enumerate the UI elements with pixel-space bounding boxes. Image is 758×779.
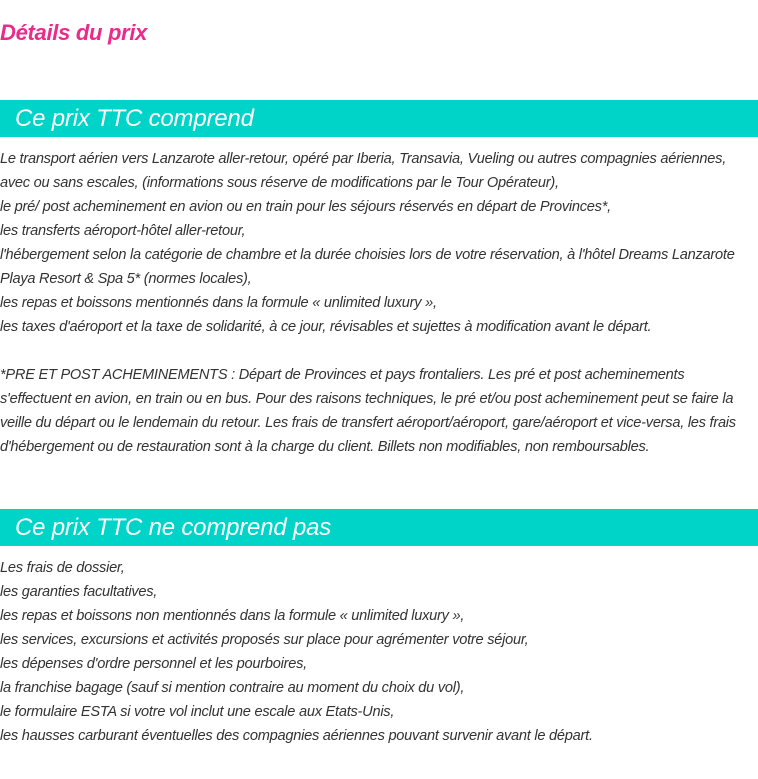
included-item: le pré/ post acheminement en avion ou en train pour les séjours réservés en départ de Provinces*, xyxy=(0,199,611,215)
not-included-section-header xyxy=(0,509,758,546)
included-heading: Ce prix TTC comprend xyxy=(15,105,254,132)
included-item: les taxes d'aéroport et la taxe de solidarité, à ce jour, révisables et sujettes à modification avant le départ. xyxy=(0,319,652,335)
included-list xyxy=(0,147,758,339)
not-included-item: les hausses carburant éventuelles des compagnies aériennes pouvant survenir avant le départ. xyxy=(0,728,593,744)
not-included-item: la franchise bagage (sauf si mention contraire au moment du choix du vol), xyxy=(0,680,465,696)
included-item: Le transport aérien vers Lanzarote aller-retour, opéré par Iberia, Transavia, Vueling ou autres compagnies aériennes, avec ou sans escales, (informations sous réserve de modifications par le Tour Opérateur), xyxy=(0,151,727,191)
not-included-item: les repas et boissons non mentionnés dans la formule « unlimited luxury », xyxy=(0,608,465,624)
acheminement-note-text: *PRE ET POST ACHEMINEMENTS : Départ de Provinces et pays frontaliers. Les pré et post acheminements s'effectuent en avion, en train ou en bus. Pour des raisons techniques, le pré et/ou post acheminement peut se faire la veille du départ ou le lendemain du retour. Les frais de transfert aéroport/aéroport, gare/aéroport et vice-versa, les frais d'hébergement ou de restauration sont à la charge du client. Billets non modifiables, non remboursables. xyxy=(0,367,736,455)
not-included-list xyxy=(0,556,758,748)
included-item: l'hébergement selon la catégorie de chambre et la durée choisies lors de votre réservation, à l'hôtel Dreams Lanzarote Playa Resort & Spa 5* (normes locales), xyxy=(0,247,735,287)
included-section-header xyxy=(0,100,758,137)
not-included-item: les garanties facultatives, xyxy=(0,584,158,600)
not-included-item: les services, excursions et activités proposés sur place pour agrémenter votre séjour, xyxy=(0,632,529,648)
not-included-heading: Ce prix TTC ne comprend pas xyxy=(15,514,332,541)
included-item: les repas et boissons mentionnés dans la formule « unlimited luxury », xyxy=(0,295,437,311)
not-included-item: Les frais de dossier, xyxy=(0,560,125,576)
acheminement-note xyxy=(0,363,758,459)
not-included-item: les dépenses d'ordre personnel et les pourboires, xyxy=(0,656,307,672)
included-item: les transferts aéroport-hôtel aller-retour, xyxy=(0,223,246,239)
page-title: Détails du prix xyxy=(0,20,148,45)
not-included-item: le formulaire ESTA si votre vol inclut une escale aux Etats-Unis, xyxy=(0,704,395,720)
